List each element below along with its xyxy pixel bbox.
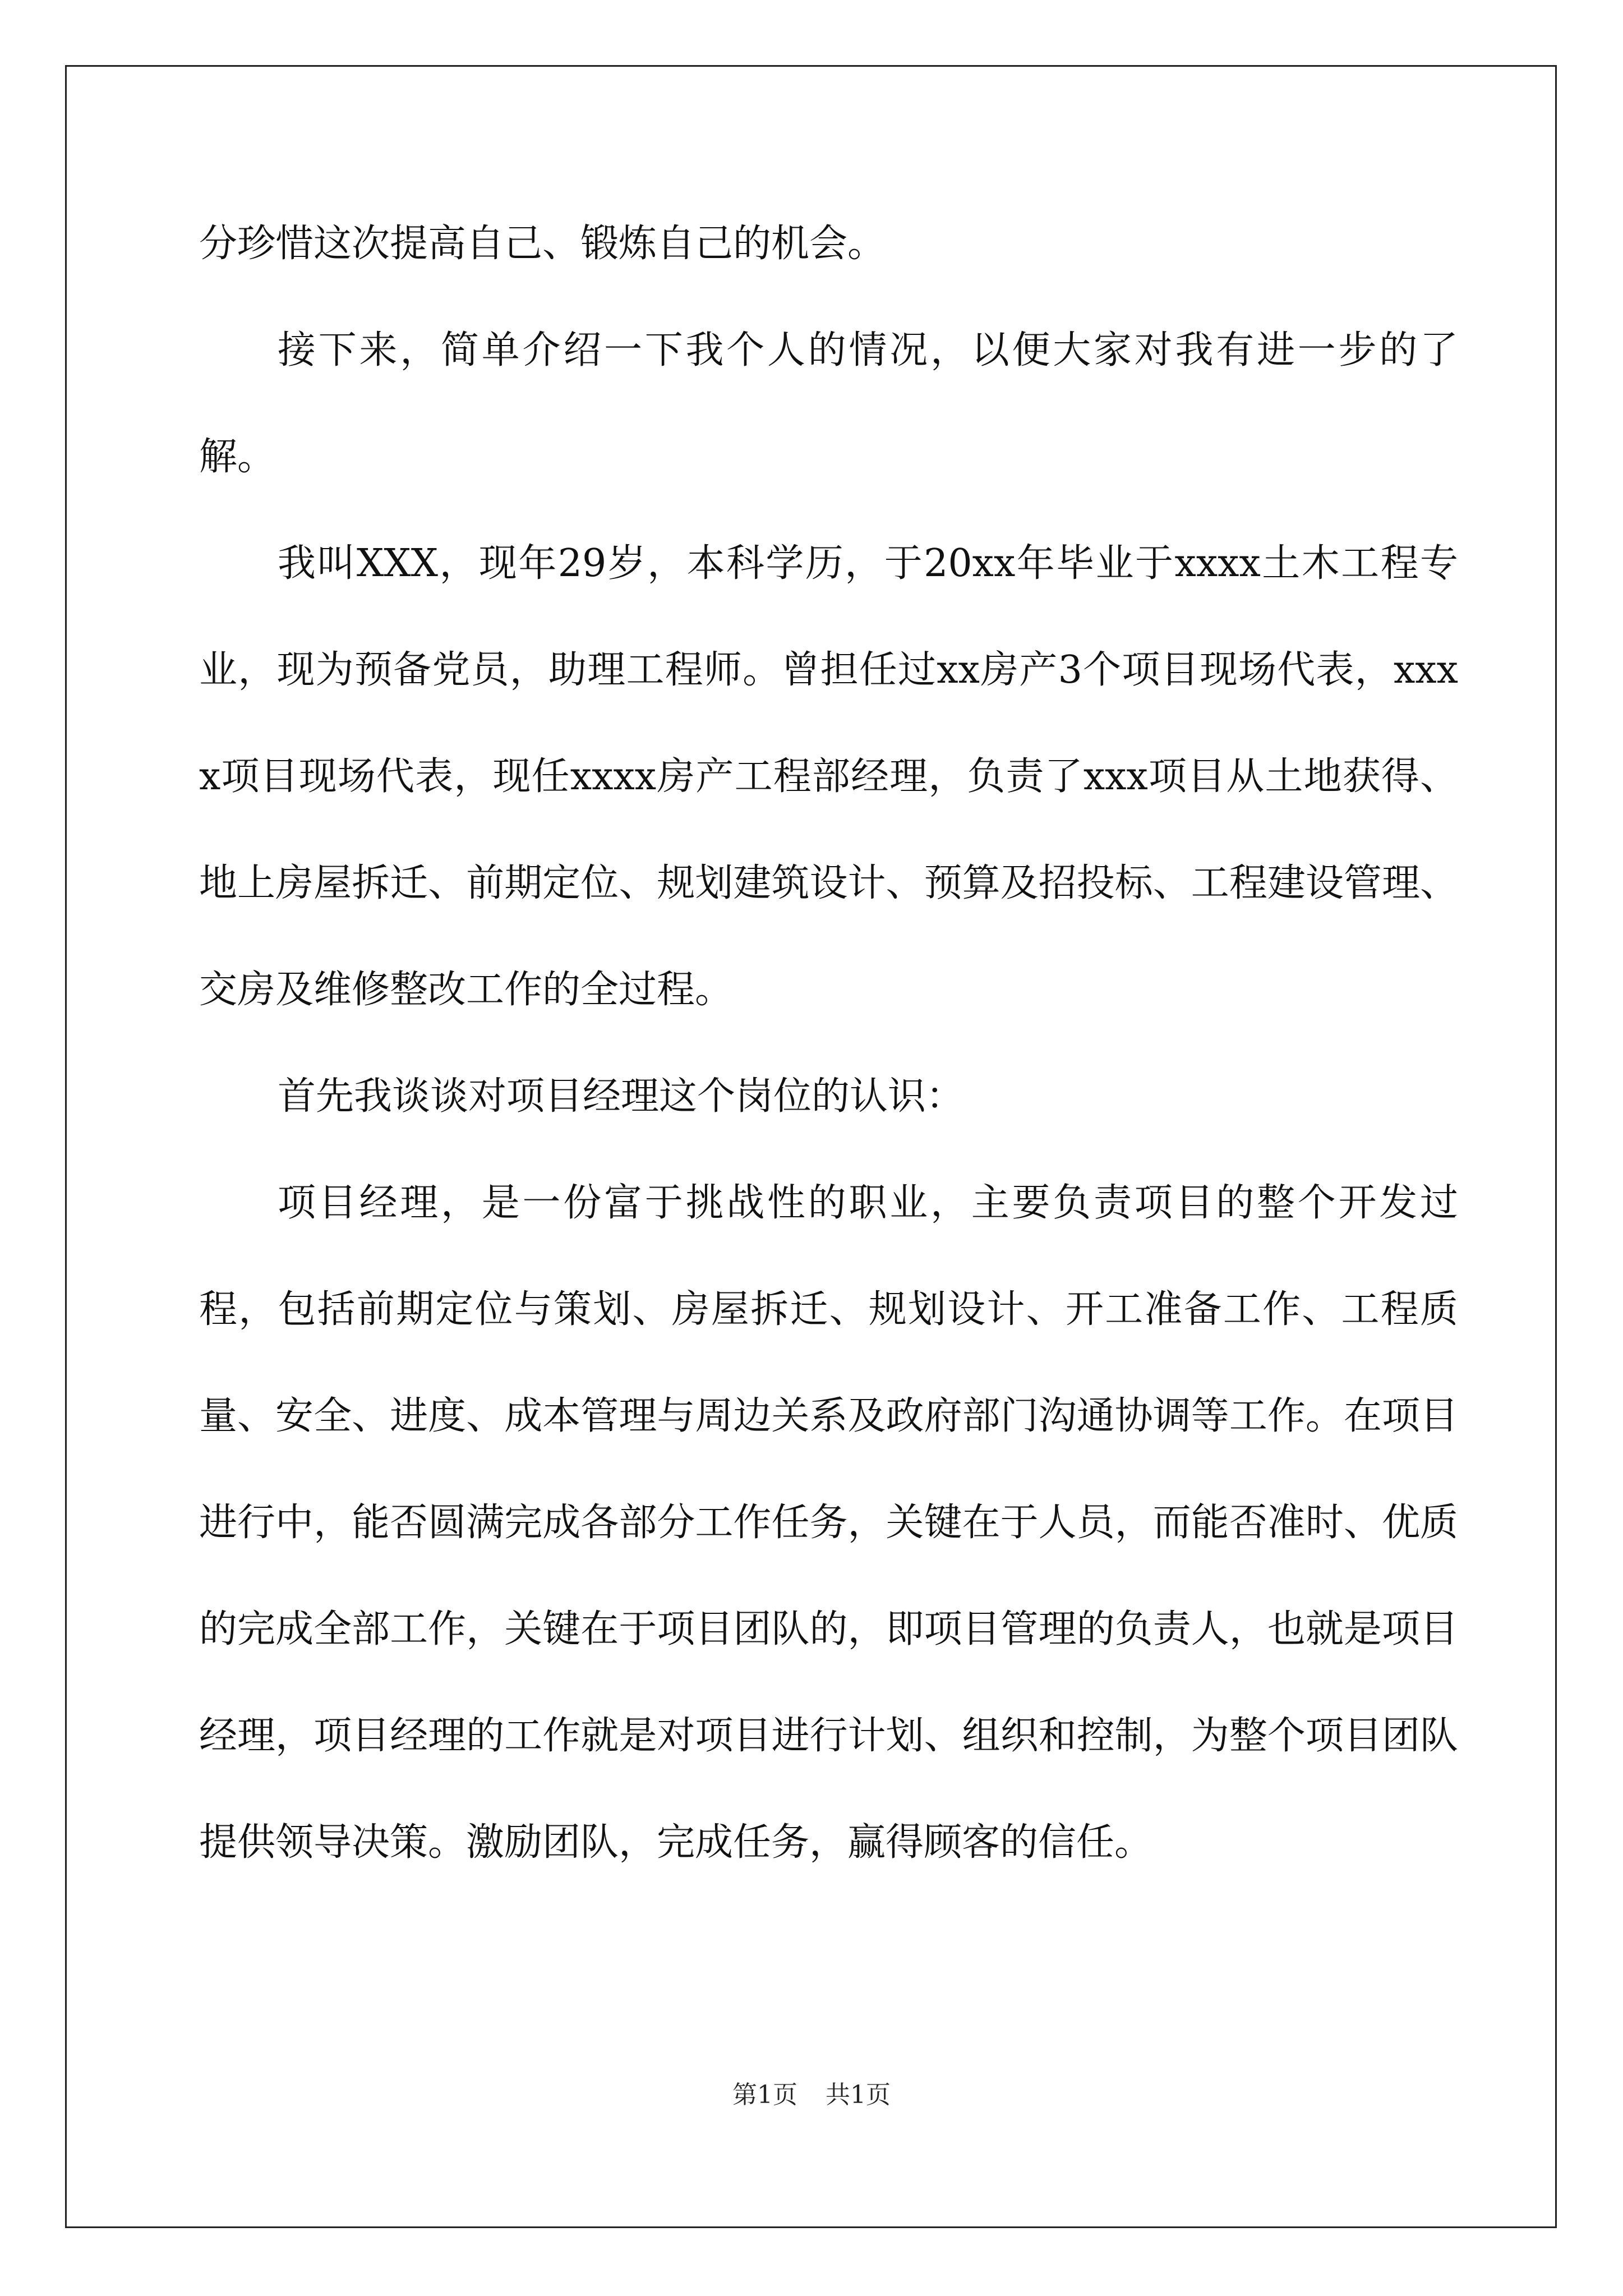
paragraph: 分珍惜这次提高自己、锻炼自己的机会。 [199,222,886,266]
paragraph: 接下来，简单介绍一下我个人的情况，以便大家对我有进一步的了解。 [199,328,1458,479]
page-footer [0,2074,1623,2110]
document-body [199,191,1458,1896]
page-number-current: 第1页 [732,2081,797,2109]
paragraph: 我叫XXX，现年29岁，本科学历，于20xx年毕业于xxxx土木工程专业，现为预备党员，助理工程师。曾担任过xx房产3个项目现场代表，xxxx项目现场代表，现任xxxx房产工程部经理，负责了xxx项目从土地获得、地上房屋拆迁、前期定位、规划建筑设计、预算及招投标、工程建设管理、交房及维修整改工作的全过程。 [199,541,1458,1012]
paragraph: 首先我谈谈对项目经理这个岗位的认识： [278,1074,965,1119]
paragraph: 项目经理，是一份富于挑战性的职业，主要负责项目的整个开发过程，包括前期定位与策划、房屋拆迁、规划设计、开工准备工作、工程质量、安全、进度、成本管理与周边关系及政府部门沟通协调等工作。在项目进行中，能否圆满完成各部分工作任务，关键在于人员，而能否准时、优质的完成全部工作，关键在于项目团队的，即项目管理的负责人，也就是项目经理，项目经理的工作就是对项目进行计划、组织和控制，为整个项目团队提供领导决策。激励团队，完成任务，赢得顾客的信任。 [199,1181,1458,1865]
page-number-total: 共1页 [826,2081,891,2109]
